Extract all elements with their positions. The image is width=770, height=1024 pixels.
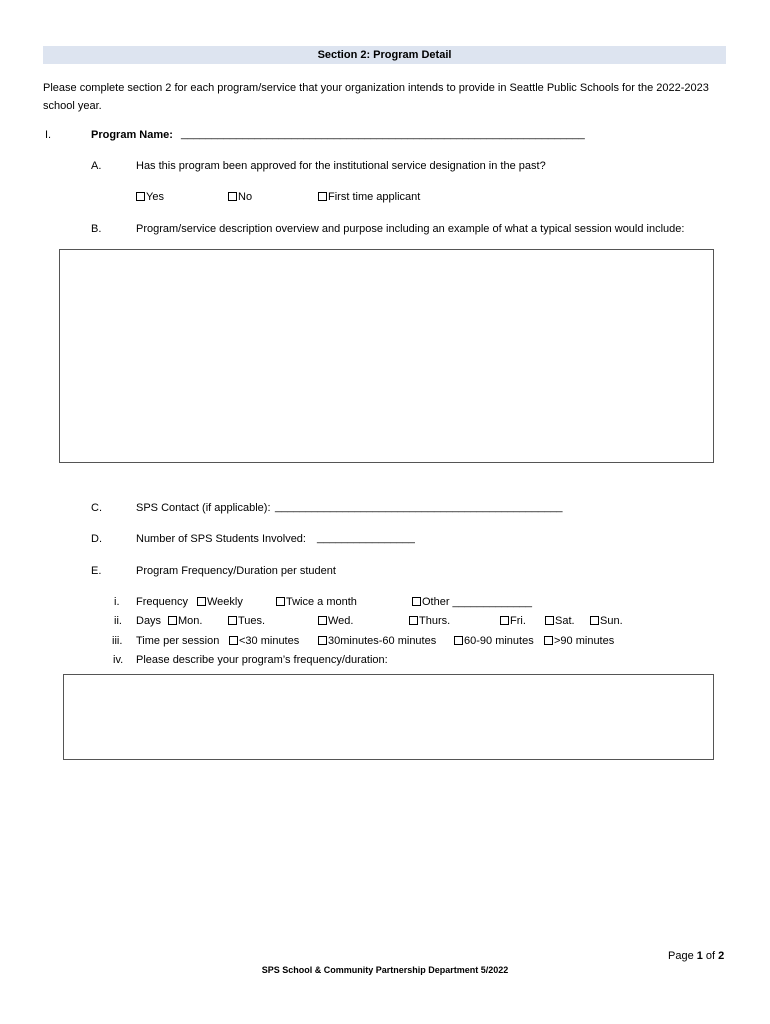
intro-text: Please complete section 2 for each program/service that your organization intends to provide in Seattle Public Schools for the 2022-2023 school year. <box>43 82 709 112</box>
sub-iii-numeral: iii. <box>112 635 123 647</box>
day-sat[interactable] <box>545 615 575 627</box>
time-over-90[interactable] <box>544 635 614 647</box>
item-e-letter: E. <box>91 565 102 577</box>
sps-contact-label: SPS Contact (if applicable): <box>136 502 271 514</box>
describe-frequency-label: Please describe your program’s frequency/duration: <box>136 654 388 666</box>
checkbox-mon[interactable] <box>168 616 177 625</box>
day-thurs[interactable] <box>409 615 450 627</box>
checkbox-30-60[interactable] <box>318 636 327 645</box>
section-numeral: I. <box>45 129 52 141</box>
page-current: 1 <box>696 950 703 962</box>
item-a-question: Has this program been approved for the institutional service designation in the past? <box>136 160 546 172</box>
frequency-description-box[interactable] <box>63 674 714 760</box>
days-label: Days <box>136 615 162 627</box>
freq-weekly-label: Weekly <box>207 596 243 608</box>
time-60-90[interactable] <box>454 635 534 647</box>
footer-department: SPS School & Community Partnership Department 5/2022 <box>261 965 509 975</box>
day-tues[interactable] <box>228 615 265 627</box>
frequency-label: Frequency <box>136 596 188 608</box>
sps-contact-field[interactable]: _______________________________________________ <box>275 501 563 513</box>
item-b-question: Program/service description overview and purpose including an example of what a typical session would include: <box>136 223 685 235</box>
item-b-letter: B. <box>91 223 102 235</box>
section-title: Section 2: Program Detail <box>317 49 452 61</box>
page-total: 2 <box>718 950 725 962</box>
sub-ii-numeral: ii. <box>114 615 122 627</box>
option-yes[interactable] <box>136 191 164 203</box>
time-over-90-label: >90 minutes <box>554 635 615 647</box>
option-first-time-label: First time applicant <box>328 191 421 203</box>
option-no-label: No <box>238 191 253 203</box>
freq-other[interactable] <box>412 596 532 608</box>
sub-i-numeral: i. <box>114 596 120 608</box>
checkbox-twice-month[interactable] <box>276 597 285 606</box>
freq-other-label: Other <box>422 596 450 608</box>
program-name-field[interactable]: __________________________________________________________________ <box>181 128 585 140</box>
checkbox-sun[interactable] <box>590 616 599 625</box>
time-under-30-label: <30 minutes <box>239 635 300 647</box>
freq-other-field[interactable]: _____________ <box>452 596 533 608</box>
day-wed[interactable] <box>318 615 353 627</box>
checkbox-sat[interactable] <box>545 616 554 625</box>
day-sat-label: Sat. <box>555 615 575 627</box>
checkbox-fri[interactable] <box>500 616 509 625</box>
checkbox-over-90[interactable] <box>544 636 553 645</box>
checkbox-first-time[interactable] <box>318 192 327 201</box>
checkbox-wed[interactable] <box>318 616 327 625</box>
day-sun-label: Sun. <box>600 615 623 627</box>
freq-weekly[interactable] <box>197 596 243 608</box>
checkbox-thurs[interactable] <box>409 616 418 625</box>
checkbox-yes[interactable] <box>136 192 145 201</box>
item-a-letter: A. <box>91 160 102 172</box>
page-of: of <box>702 950 719 962</box>
students-involved-label: Number of SPS Students Involved: <box>136 533 306 545</box>
freq-twice-month[interactable] <box>276 596 357 608</box>
option-first-time[interactable] <box>318 191 420 203</box>
day-mon-label: Mon. <box>178 615 203 627</box>
program-description-box[interactable] <box>59 249 714 463</box>
sub-iv-numeral: iv. <box>113 654 124 666</box>
option-no[interactable] <box>228 191 252 203</box>
program-name-label: Program Name: <box>91 129 173 141</box>
item-d-letter: D. <box>91 533 102 545</box>
day-thurs-label: Thurs. <box>419 615 451 627</box>
page-number <box>668 950 724 962</box>
day-fri[interactable] <box>500 615 526 627</box>
day-wed-label: Wed. <box>328 615 354 627</box>
checkbox-other[interactable] <box>412 597 421 606</box>
item-c-letter: C. <box>91 502 102 514</box>
checkbox-weekly[interactable] <box>197 597 206 606</box>
page-prefix: Page <box>668 950 697 962</box>
time-30-60[interactable] <box>318 635 436 647</box>
day-fri-label: Fri. <box>510 615 526 627</box>
students-involved-field[interactable]: ________________ <box>317 532 415 544</box>
day-mon[interactable] <box>168 615 202 627</box>
checkbox-tues[interactable] <box>228 616 237 625</box>
checkbox-no[interactable] <box>228 192 237 201</box>
day-sun[interactable] <box>590 615 623 627</box>
freq-twice-month-label: Twice a month <box>286 596 357 608</box>
day-tues-label: Tues. <box>238 615 266 627</box>
time-per-session-label: Time per session <box>136 635 220 647</box>
checkbox-60-90[interactable] <box>454 636 463 645</box>
section-header-bar <box>43 46 726 64</box>
frequency-duration-label: Program Frequency/Duration per student <box>136 565 336 577</box>
checkbox-under-30[interactable] <box>229 636 238 645</box>
time-60-90-label: 60-90 minutes <box>464 635 534 647</box>
time-under-30[interactable] <box>229 635 299 647</box>
option-yes-label: Yes <box>146 191 164 203</box>
time-30-60-label: 30minutes-60 minutes <box>328 635 437 647</box>
